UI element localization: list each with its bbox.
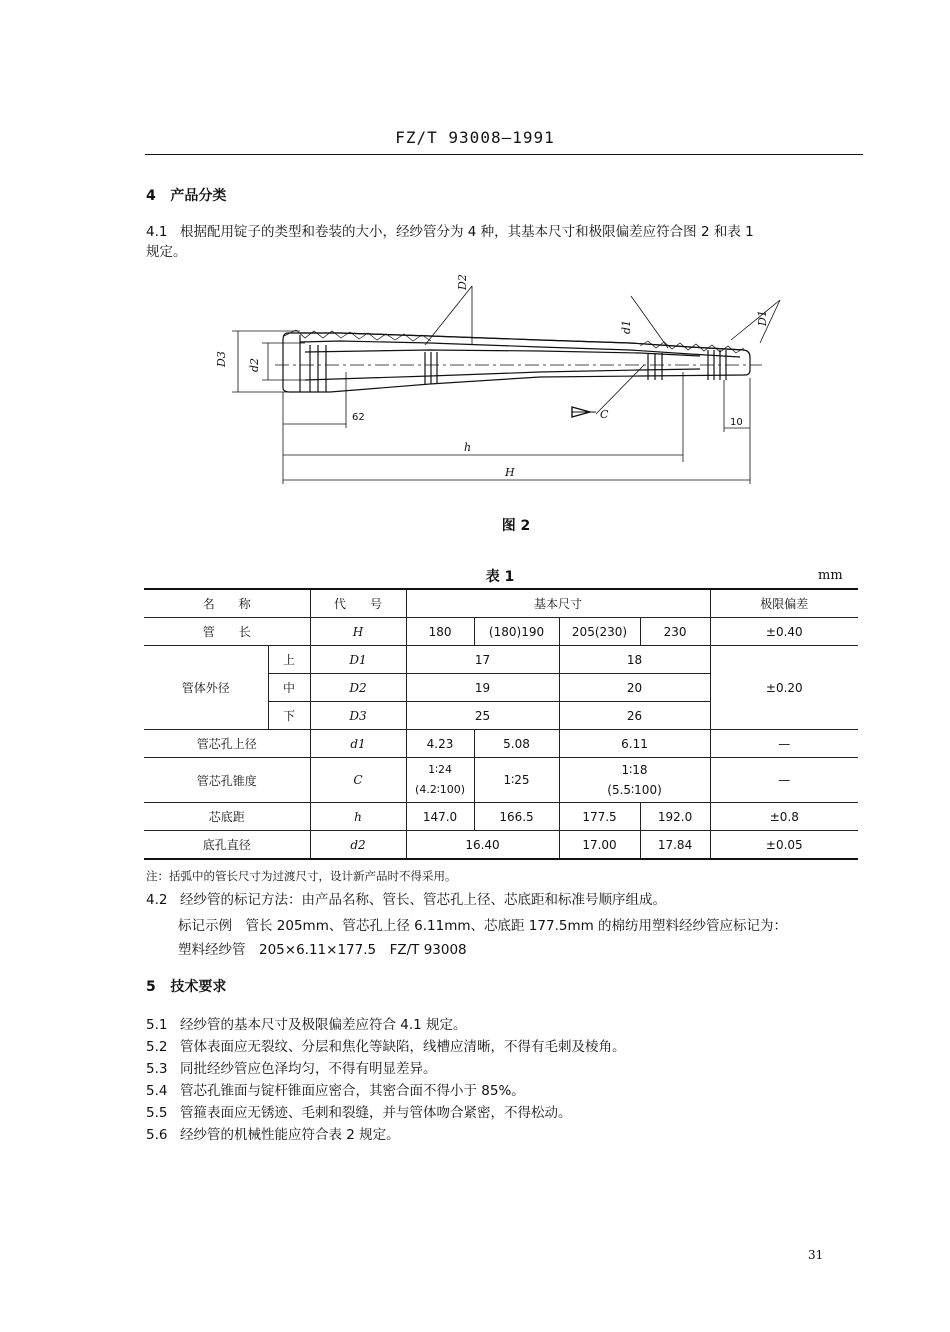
row-tol: —	[710, 730, 858, 758]
cell: (180)190	[474, 618, 559, 646]
col-head-basic: 基本尺寸	[406, 589, 710, 618]
row-code: D1	[310, 646, 406, 674]
section-4-title: 产品分类	[170, 188, 227, 204]
cell: 147.0	[406, 803, 474, 831]
row-name: 底孔直径	[144, 831, 310, 860]
label-d2: d2	[248, 357, 261, 372]
cell: 25	[406, 702, 559, 730]
clause-4-1-line2: 规定。	[146, 244, 187, 260]
row-name: 管 长	[144, 618, 310, 646]
table-1	[144, 588, 858, 860]
cell: 5.08	[474, 730, 559, 758]
section-4-number: 4	[146, 188, 156, 204]
row-name: 管体外径	[144, 646, 268, 730]
cell: 20	[559, 674, 710, 702]
cell: 19	[406, 674, 559, 702]
table-row	[144, 646, 858, 674]
marking-example: 标记示例 管长 205mm、管芯孔上径 6.11mm、芯底距 177.5mm 的棉纺用塑料经纱管应标记为：	[178, 918, 788, 934]
list-item-text: 同批经纱管应色泽均匀，不得有明显差异。	[180, 1061, 437, 1077]
list-item-number: 5.3	[146, 1061, 168, 1077]
list-item	[146, 1124, 866, 1146]
col-head-tol: 极限偏差	[710, 589, 858, 618]
label-D1: D1	[756, 310, 769, 326]
list-item-text: 经纱管的基本尺寸及极限偏差应符合 4.1 规定。	[180, 1017, 467, 1033]
label-10: 10	[730, 417, 743, 428]
section-5-heading	[146, 976, 226, 996]
cell: 26	[559, 702, 710, 730]
cell: 16.40	[406, 831, 559, 860]
cell: 6.11	[559, 730, 710, 758]
clause-4-2	[146, 890, 866, 910]
cell: 166.5	[474, 803, 559, 831]
row-name: 芯底距	[144, 803, 310, 831]
clause-4-2-number: 4.2	[146, 892, 168, 908]
list-item-number: 5.6	[146, 1127, 168, 1143]
list-item-text: 管体表面应无裂纹、分层和焦化等缺陷，线槽应清晰，不得有毛刺及棱角。	[180, 1039, 626, 1055]
table-1-note: 注：括弧中的管长尺寸为过渡尺寸，设计新产品时不得采用。	[146, 869, 457, 883]
row-tol: ±0.20	[710, 646, 858, 730]
list-item	[146, 1014, 866, 1036]
cell: 177.5	[559, 803, 640, 831]
table-row	[144, 803, 858, 831]
clause-4-1-number: 4.1	[146, 224, 168, 240]
row-pos: 上	[268, 646, 310, 674]
label-h: h	[464, 441, 472, 454]
list-item-text: 经纱管的机械性能应符合表 2 规定。	[180, 1127, 400, 1143]
table-1-unit: mm	[818, 568, 843, 583]
clause-4-2-text: 经纱管的标记方法：由产品名称、管长、管芯孔上径、芯底距和标准号顺序组成。	[180, 892, 666, 908]
col-head-name: 名 称	[144, 589, 310, 618]
table-row	[144, 831, 858, 860]
row-code: H	[310, 618, 406, 646]
table-1-caption: 表 1	[485, 569, 515, 585]
clause-4-1-line1: 根据配用锭子的类型和卷装的大小，经纱管分为 4 种，其基本尺寸和极限偏差应符合图 2 和表 1	[180, 224, 754, 240]
cell: 180	[406, 618, 474, 646]
bobbin-drawing	[0, 0, 950, 500]
row-code: d1	[310, 730, 406, 758]
cell: 1∶25	[474, 758, 559, 803]
section-5-number: 5	[146, 979, 156, 995]
list-item	[146, 1080, 866, 1102]
label-H: H	[505, 466, 515, 479]
list-item-number: 5.4	[146, 1083, 168, 1099]
row-pos: 下	[268, 702, 310, 730]
row-code: d2	[310, 831, 406, 860]
cell: 17	[406, 646, 559, 674]
list-item-text: 管芯孔锥面与锭杆锥面应密合，其密合面不得小于 85%。	[180, 1083, 525, 1099]
cell: 230	[640, 618, 710, 646]
list-item-text: 管箍表面应无锈迹、毛刺和裂缝，并与管体吻合紧密，不得松动。	[180, 1105, 572, 1121]
cell: 192.0	[640, 803, 710, 831]
list-item	[146, 1058, 866, 1080]
label-62: 62	[352, 412, 365, 423]
marking-string: 塑料经纱管 205×6.11×177.5 FZ/T 93008	[178, 942, 467, 958]
row-code: h	[310, 803, 406, 831]
requirements-list	[146, 1014, 866, 1146]
cell-ratio-alt: (5.5∶100)	[607, 783, 662, 797]
cell-ratio-main: 1∶24	[428, 763, 452, 776]
row-name: 管芯孔锥度	[144, 758, 310, 803]
list-item-number: 5.5	[146, 1105, 168, 1121]
cell: 17.00	[559, 831, 640, 860]
list-item-number: 5.1	[146, 1017, 168, 1033]
row-pos: 中	[268, 674, 310, 702]
row-code: C	[310, 758, 406, 803]
row-code: D2	[310, 674, 406, 702]
table-row	[144, 730, 858, 758]
row-code: D3	[310, 702, 406, 730]
page-number: 31	[808, 1248, 824, 1262]
cell-ratio	[559, 758, 710, 803]
list-item	[146, 1102, 866, 1124]
standard-header: FZ/T 93008—1991	[395, 128, 555, 147]
cell-ratio	[406, 758, 474, 803]
cell: 4.23	[406, 730, 474, 758]
cell: 205(230)	[559, 618, 640, 646]
label-D2: D2	[456, 274, 469, 290]
cell-ratio-main: 1∶18	[621, 763, 648, 777]
cell-ratio-alt: (4.2∶100)	[415, 783, 465, 796]
table-header-row	[144, 589, 858, 618]
label-d1: d1	[620, 319, 633, 334]
row-tol: ±0.05	[710, 831, 858, 860]
row-tol: ±0.8	[710, 803, 858, 831]
figure-2-caption: 图 2	[501, 518, 531, 534]
row-name: 管芯孔上径	[144, 730, 310, 758]
cell: 17.84	[640, 831, 710, 860]
section-5-title: 技术要求	[170, 979, 227, 995]
cell: 18	[559, 646, 710, 674]
table-row	[144, 758, 858, 803]
row-tol: —	[710, 758, 858, 803]
label-C: C	[600, 408, 609, 421]
col-head-code: 代 号	[310, 589, 406, 618]
row-tol: ±0.40	[710, 618, 858, 646]
table-row	[144, 618, 858, 646]
list-item	[146, 1036, 866, 1058]
list-item-number: 5.2	[146, 1039, 168, 1055]
label-D3: D3	[215, 351, 228, 367]
